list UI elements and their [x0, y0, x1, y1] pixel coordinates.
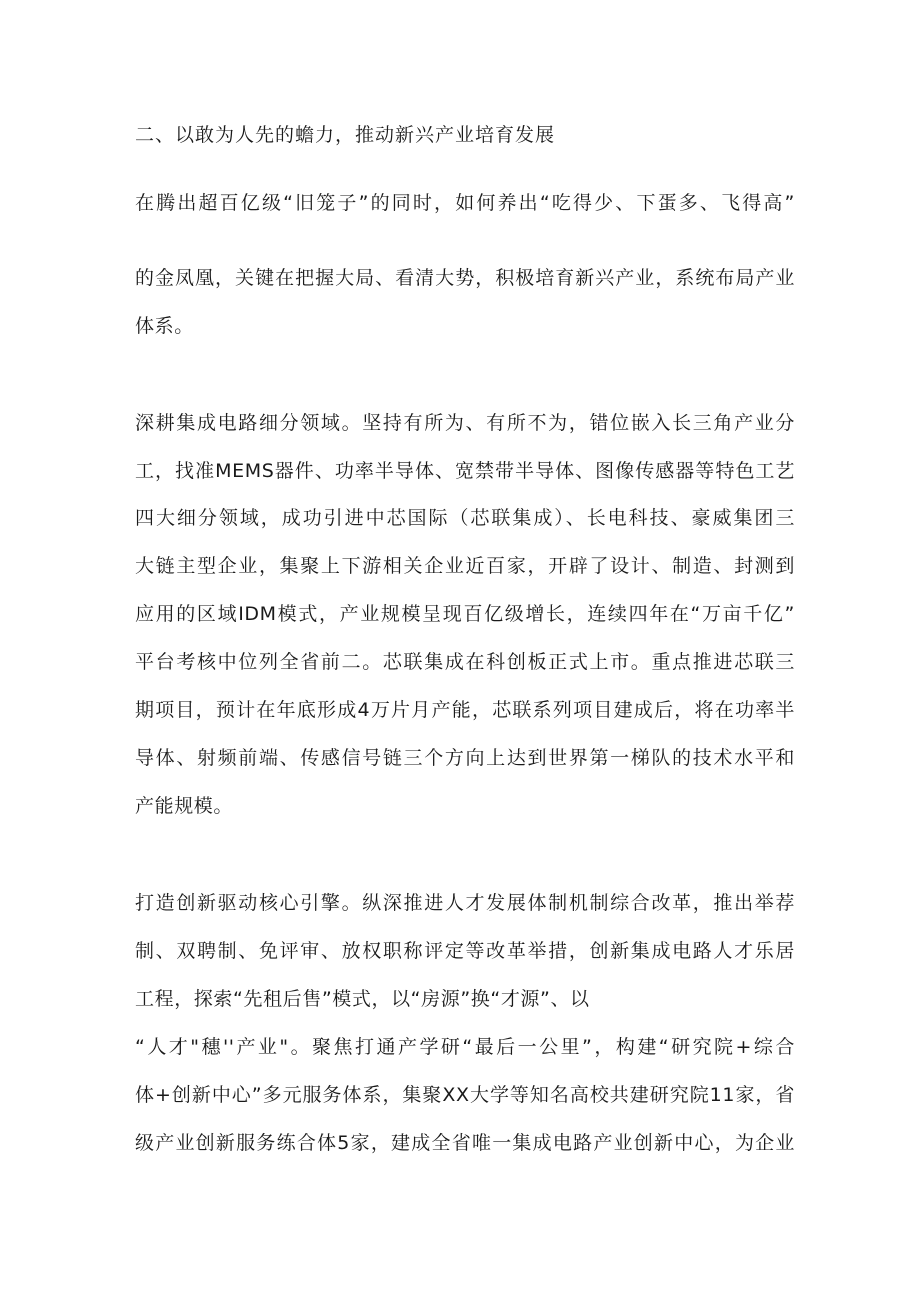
paragraph-3-line-4: “人才"穗''产业"。聚焦打通产学研“最后一公里”，构建“研究院+综合: [135, 1036, 795, 1058]
paragraph-1-line-3: 体系。: [135, 315, 194, 337]
paragraph-3-line-6: 级产业创新服务练合体5家，建成全省唯一集成电路产业创新中心，为企业: [135, 1132, 795, 1154]
paragraph-2-line-8: 导体、射频前端、传感信号链三个方向上达到世界第一梯队的技术水平和: [135, 747, 795, 769]
paragraph-3-line-3: 工程，探索“先租后售”模式，以“房源”换“才源”、以: [135, 988, 590, 1010]
paragraph-2-line-6: 平台考核中位列全省前二。芯联集成在科创板正式上市。重点推进芯联三: [135, 651, 795, 673]
paragraph-1-line-2: 的金凤凰，关键在把握大局、看清大势，积极培育新兴产业，系统布局产业: [135, 267, 795, 289]
section-heading: 二、以敢为人先的蟾力，推动新兴产业培育发展: [135, 124, 556, 146]
paragraph-2-line-9: 产能规模。: [135, 795, 234, 817]
paragraph-3-line-1: 打造创新驱动核心引擎。纵深推进人才发展体制机制综合改革，推出举荐: [135, 892, 795, 914]
paragraph-3-line-2: 制、双聘制、免评审、放权职称评定等改革举措，创新集成电路人才乐居: [135, 940, 795, 962]
paragraph-2-line-5: 应用的区域IDM模式，产业规模呈现百亿级增长，连续四年在“万亩千亿”: [135, 603, 795, 625]
paragraph-2-line-1: 深耕集成电路细分领域。坚持有所为、有所不为，错位嵌入长三角产业分: [135, 412, 795, 434]
paragraph-2-line-4: 大链主型企业，集聚上下游相关企业近百家，开辟了设计、制造、封测到: [135, 555, 795, 577]
paragraph-2-line-2: 工，找准MEMS器件、功率半导体、宽禁带半导体、图像传感器等特色工艺: [135, 460, 795, 482]
paragraph-2-line-3: 四大细分领域，成功引进中芯国际（芯联集成）、长电科技、豪威集团三: [135, 507, 795, 529]
paragraph-3-line-5: 体+创新中心”多元服务体系，集聚XX大学等知名高校共建研究院11家，省: [135, 1084, 795, 1106]
paragraph-1-line-1: 在腾出超百亿级“旧笼子”的同时，如何养出“吃得少、下蛋多、飞得高”: [135, 192, 795, 214]
paragraph-2-line-7: 期项目，预计在年底形成4万片月产能，芯联系列项目建成后，将在功率半: [135, 699, 795, 721]
